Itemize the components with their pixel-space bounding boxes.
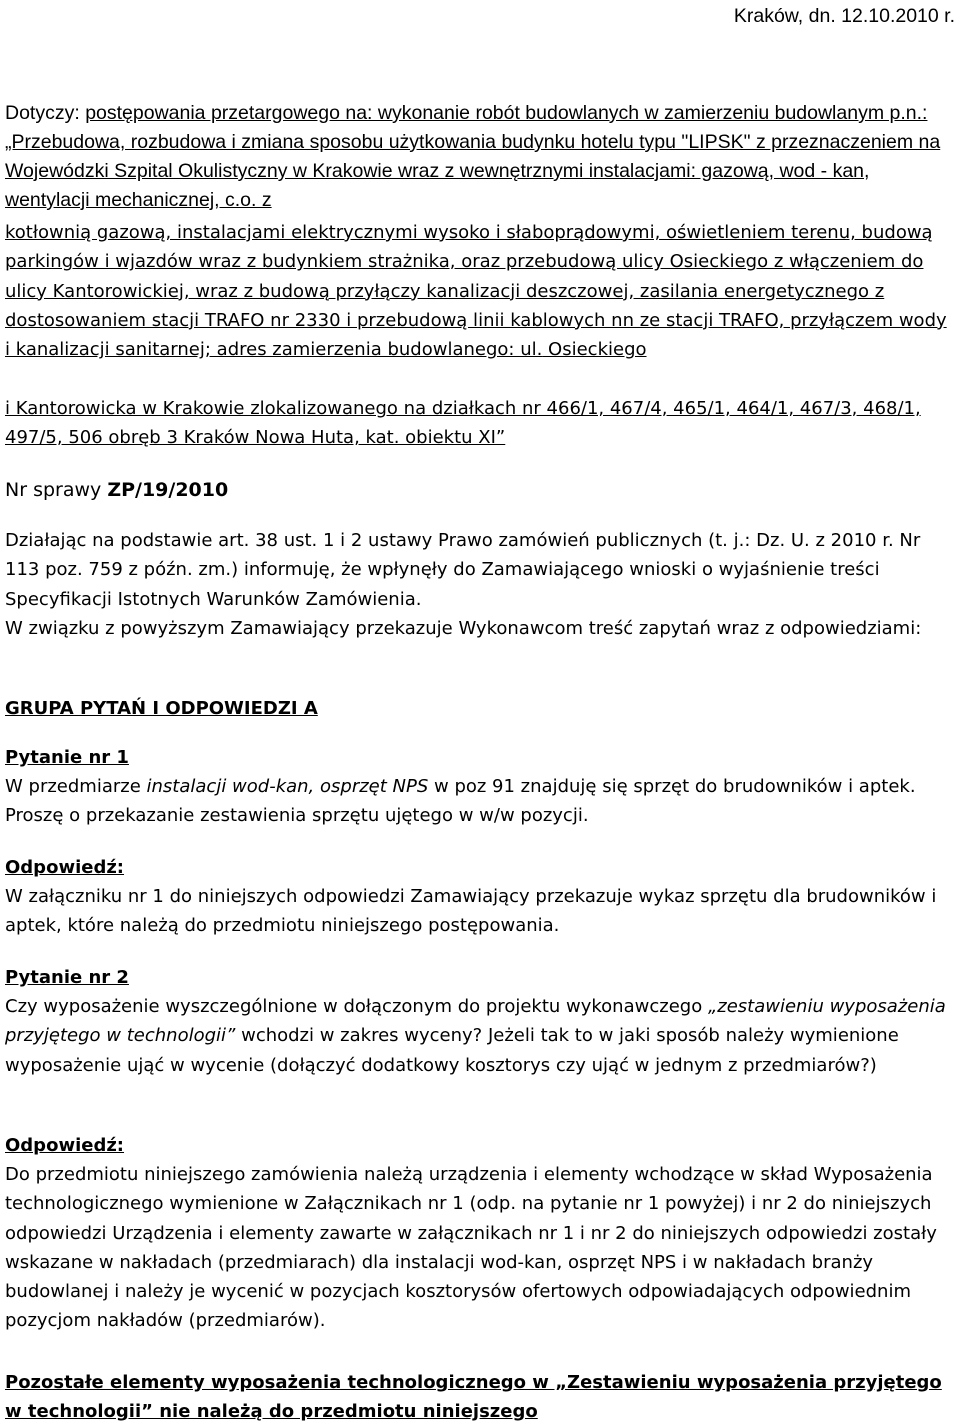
intro-paragraph-2: W związku z powyższym Zamawiający przekazuje Wykonawcom treść zapytań wraz z odpowiedziami: [5, 618, 922, 639]
question-2-text-a: Czy wyposażenie wyszczególnione w dołączonym do projektu wykonawczego [5, 996, 708, 1017]
question-2-text [5, 992, 955, 1080]
answer-1-title: Odpowiedź: [5, 857, 125, 878]
question-1-text [5, 772, 955, 831]
answer-1-text: W załączniku nr 1 do niniejszych odpowiedzi Zamawiający przekazuje wykaz sprzętu dla brudowników i aptek, które należą do przedmiotu niniejszego postępowania. [5, 886, 937, 937]
subject-paragraph [5, 99, 955, 215]
case-number: ZP/19/2010 [107, 479, 229, 501]
subject-street: Osieckiego [542, 339, 647, 361]
answer-2-title: Odpowiedź: [5, 1135, 125, 1156]
answer-2-note: Pozostałe elementy wyposażenia technologicznego w „Zestawieniu wyposażenia przyjętego w technologii” nie należą do przedmiotu niniejszego [5, 1372, 942, 1423]
document-date: Kraków, dn. 12.10.2010 r. [733, 5, 955, 27]
question-1-text-italic: instalacji wod-kan, osprzęt NPS [146, 776, 429, 797]
intro-paragraph: Działając na podstawie art. 38 ust. 1 i 2 ustawy Prawo zamówień publicznych (t. j.: Dz. U. z 2010 r. Nr 113 poz. 759 z późn. zm.) informuję, że wpłynęły do Zamawiającego wnioski o wyjaśnienie treści Specyfikacji Istotnych Warunków Zamówienia. [5, 530, 921, 610]
question-1-text-b: w poz 91 znajduję się sprzęt do brudowników i aptek. Proszę o przekazanie zestawienia sprzętu ujętego w w/w pozycji. [5, 776, 916, 827]
answer-2-text: Do przedmiotu niniejszego zamówienia należą urządzenia i elementy wchodzące w skład Wyposażenia technologicznego wymienione w Załącznikach nr 1 (odp. na pytanie nr 1 powyżej) i nr 2 do niniejszych odpowiedzi Urządzenia i elementy zawarte w załącznikach nr 1 i nr 2 do niniejszych odpowiedzi zostały wskazane w nakładach (przedmiarach) dla instalacji wod-kan, osprzęt NPS i w nakładach branży budowlanej i należy je wycenić w pozycjach kosztorysów ofertowych odpowiadających odpowiednim pozycjom nakładów (przedmiarów). [5, 1164, 937, 1332]
question-1-text-a: W przedmiarze [5, 776, 147, 797]
subject-details [5, 218, 955, 364]
subject-prefix: Dotyczy: [5, 102, 86, 124]
group-title: GRUPA PYTAŃ I ODPOWIEDZI A [5, 698, 318, 719]
question-2-title: Pytanie nr 2 [5, 967, 129, 988]
subject-text: postępowania przetargowego na: wykonanie robót budowlanych w zamierzeniu budowlanym p.n.: „Przebudowa, rozbudowa i zmiana sposobu użytkowania budynku hotelu typu "LIPSK" z przeznaczeniem na Wojewódzki Szpital Okulistyczny w Krakowie wraz z wewnętrznymi instalacjami: gazową, wod - kan, wentylacji mechanicznej, c.o. z [5, 102, 941, 211]
case-number-label: Nr sprawy [5, 479, 108, 501]
subject-location: i Kantorowicka w Krakowie zlokalizowanego na działkach nr 466/1, 467/4, 465/1, 464/1, 467/3, 468/1, 497/5, 506 obręb 3 Kraków Nowa Huta, kat. obiektu XI” [5, 398, 921, 449]
question-2-text-b: wchodzi w zakres wyceny? Jeżeli tak to w jaki sposób należy wymienione wyposażenie ująć w wycenie (dołączyć dodatkowy kosztorys czy ująć w jednym z przedmiarów?) [5, 1025, 899, 1076]
case-number-line [5, 476, 955, 505]
subject-details-text: kotłownią gazową, instalacjami elektrycznymi wysoko i słaboprądowymi, oświetleniem terenu, budową parkingów i wjazdów wraz z budynkiem strażnika, oraz przebudową ulicy Osieckiego z włączeniem do ulicy Kantorowickiej, wraz z budową przyłączy kanalizacji deszczowej, zasilania energetycznego z dostosowaniem stacji TRAFO nr 2330 i przebudową linii kablowych nn ze stacji TRAFO, przyłączem wody i kanalizacji sanitarnej; adres zamierzenia budowlanego: ul. [5, 222, 947, 361]
question-1-title: Pytanie nr 1 [5, 747, 129, 768]
question-2-text-italic: „zestawieniu wyposażenia przyjętego w technologii” [5, 996, 946, 1047]
